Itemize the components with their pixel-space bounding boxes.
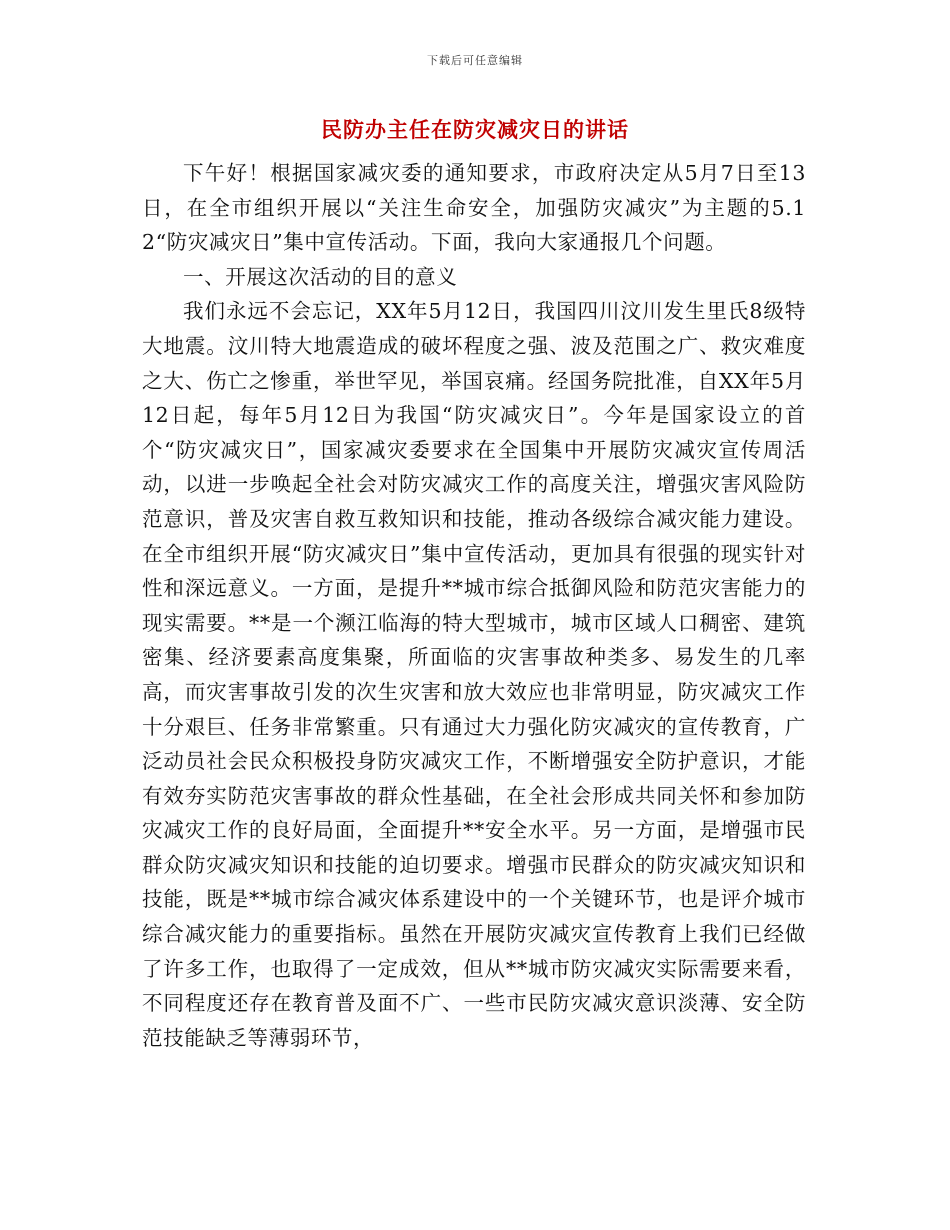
document-title: 民防办主任在防灾减灾日的讲话 <box>321 118 629 142</box>
paragraph-main: 我们永远不会忘记，XX年5月12日，我国四川汶川发生里氏8级特大地震。汶川特大地震造成的破坏程度之强、波及范围之广、救灾难度之大、伤亡之惨重，举世罕见，举国哀痛。经国务院批准，自XX年5月12日起，每年5月12日为我国“防灾减灾日”。今年是国家设立的首个“防灾减灾日”，国家减灾委要求在全国集中开展防灾减灾宣传周活动，以进一步唤起全社会对防灾减灾工作的高度关注，增强灾害风险防范意识，普及灾害自救互救知识和技能，推动各级综合减灾能力建设。在全市组织开展“防灾减灾日”集中宣传活动，更加具有很强的现实针对性和深远意义。一方面，是提升**城市综合抵御风险和防范灾害能力的现实需要。**是一个濒江临海的特大型城市，城市区域人口稠密、建筑密集、经济要素高度集聚，所面临的灾害事故种类多、易发生的几率高，而灾害事故引发的次生灾害和放大效应也非常明显，防灾减灾工作十分艰巨、任务非常繁重。只有通过大力强化防灾减灾的宣传教育，广泛动员社会民众积极投身防灾减灾工作，不断增强安全防护意识，才能有效夯实防范灾害事故的群众性基础，在全社会形成共同关怀和参加防灾减灾工作的良好局面，全面提升**安全水平。另一方面，是增强市民群众防灾减灾知识和技能的迫切要求。增强市民群众的防灾减灾知识和技能，既是**城市综合减灾体系建设中的一个关键环节，也是评介城市综合减灾能力的重要指标。虽然在开展防灾减灾宣传教育上我们已经做了许多工作，也取得了一定成效，但从**城市防灾减灾实际需要来看，不同程度还存在教育普及面不广、一些市民防灾减灾意识淡薄、安全防范技能缺乏等薄弱环节， <box>142 299 806 1050</box>
section-heading: 一、开展这次活动的目的意义 <box>183 264 458 289</box>
header-note: 下载后可任意编辑 <box>427 54 523 67</box>
paragraph-intro: 下午好！根据国家减灾委的通知要求，市政府决定从5月7日至13日，在全市组织开展以“关注生命安全，加强防灾减灾”为主题的5.12“防灾减灾日”集中宣传活动。下面，我向大家通报几个问题。 <box>142 161 806 255</box>
document-body <box>142 156 806 1055</box>
